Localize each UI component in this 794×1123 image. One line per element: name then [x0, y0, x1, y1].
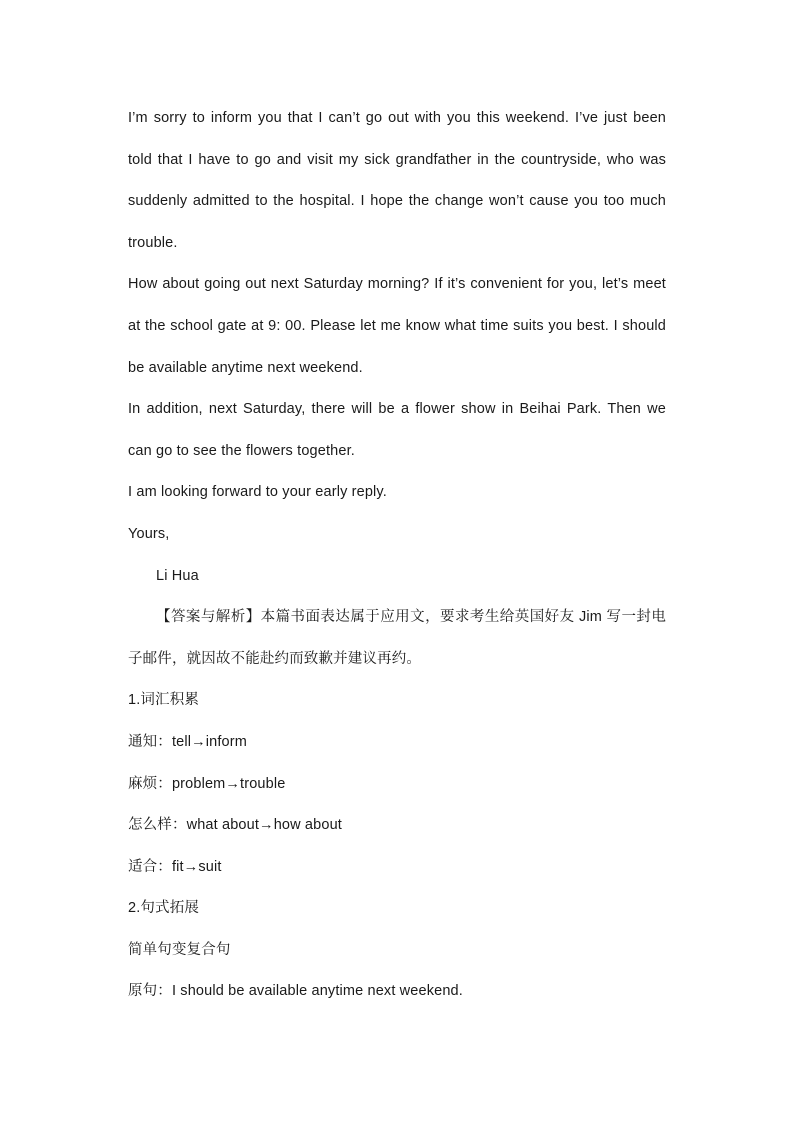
sentence-heading: 简单句变复合句: [128, 941, 231, 958]
letter-paragraph-flower-show: In addition, next Saturday, there will be a flower show in Beihai Park. Then we can go to see the flowers together.: [128, 401, 666, 459]
section-title-vocabulary: 1.词汇积累: [128, 692, 199, 709]
analysis-intro: 【答案与解析】本篇书面表达属于应用文，要求考生给英国好友 Jim 写一封电子邮件，就因故不能赴约而致歉并建议再约。: [128, 609, 666, 667]
letter-paragraph-suggestion: How about going out next Saturday morning? If it’s convenient for you, let’s meet at the school gate at 9: 00. Please let me know what time suits you best. I should be available anytime next weekend.: [128, 276, 666, 376]
letter-paragraph-reply: I am looking forward to your early reply.: [128, 484, 387, 501]
vocab-item: 怎么样：what about→how about: [128, 817, 342, 834]
vocab-item: 麻烦：problem→trouble: [128, 775, 286, 792]
document-content: [128, 98, 666, 1013]
original-sentence: 原句：I should be available anytime next weekend.: [128, 983, 463, 1000]
section-title-sentence-expansion: 2.句式拓展: [128, 900, 199, 917]
letter-signature: Li Hua: [156, 567, 199, 584]
vocab-item: 适合：fit→suit: [128, 858, 222, 875]
letter-closing: Yours,: [128, 525, 170, 542]
letter-paragraph-apology: I’m sorry to inform you that I can’t go out with you this weekend. I’ve just been told that I have to go and visit my sick grandfather in the countryside, who was suddenly admitted to the hospital. I hope the change won’t cause you too much trouble.: [128, 110, 666, 251]
vocab-item: 通知：tell→inform: [128, 733, 247, 750]
